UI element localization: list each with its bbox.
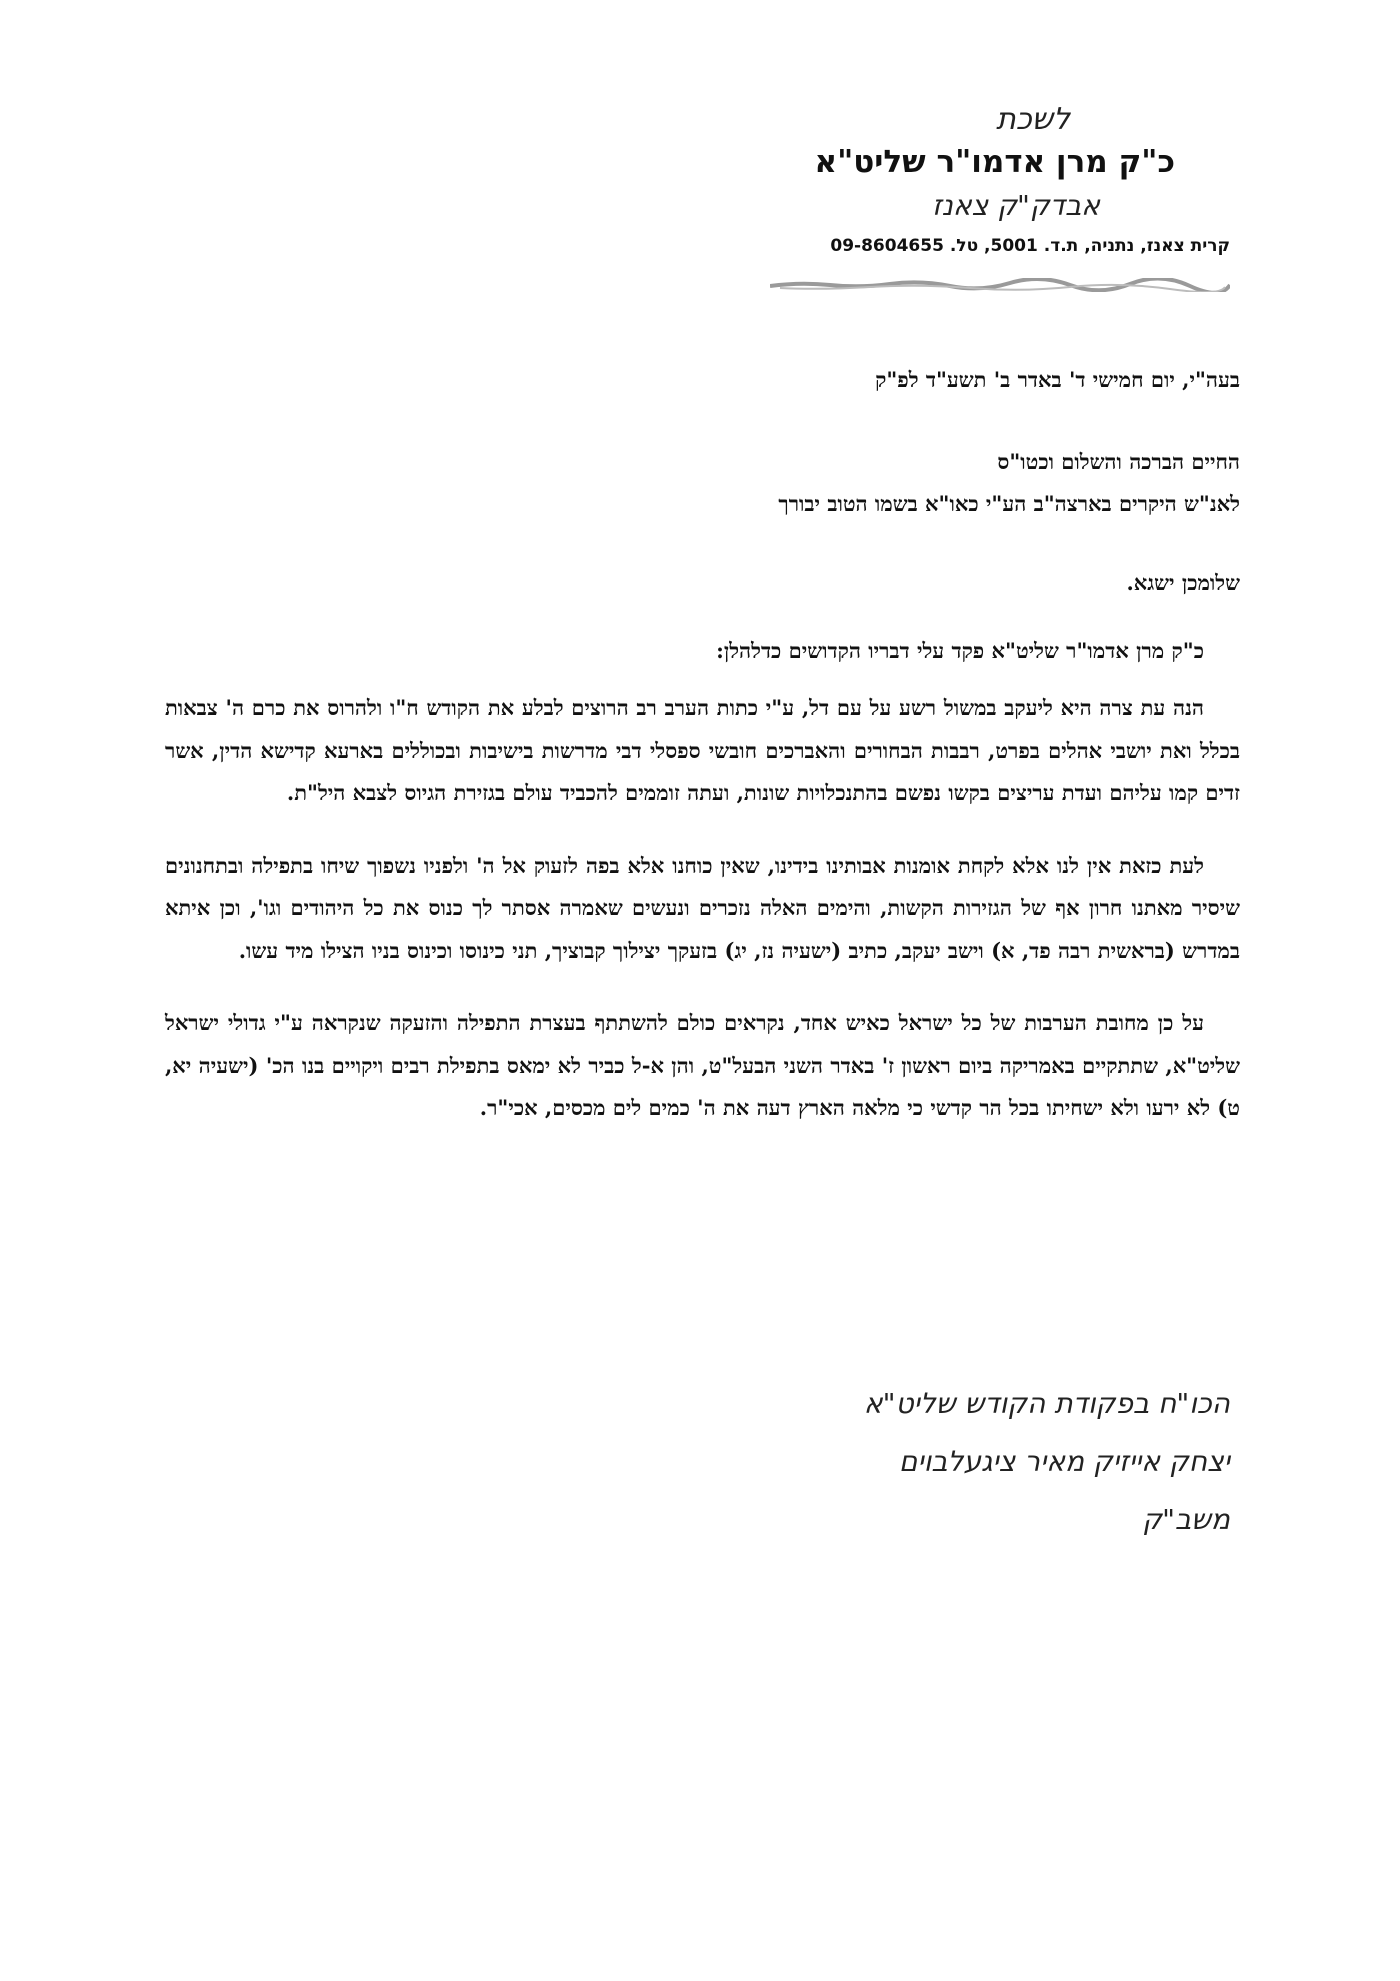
letterhead [710,100,1230,264]
letterhead-office: לשכת [996,102,1070,137]
signature-role: משב"ק [1142,1503,1230,1536]
signature-name: יצחק אייזיק מאיר ציגעלבוים [898,1445,1230,1478]
letter-body [165,355,1240,1130]
letterhead-title: כ"ק מרן אדמו"ר שליט"א [814,144,1175,180]
addressee [165,441,1240,525]
intro-line: כ"ק מרן אדמו"ר שליט"א פקד עלי דבריו הקדושים כדלהלן: [716,638,1204,663]
addressee-line-2: לאנ"ש היקרים בארצה"ב הע"י כאו"א בשמו הטוב יבורך [778,491,1240,516]
signature-line-1: הכו"ח בפקודת הקודש שליט"א [863,1387,1230,1420]
greeting: שלומכן ישגא. [1126,570,1240,595]
letter-date: בעה"י, יום חמישי ד' באדר ב' תשע"ד לפ"ק [875,367,1240,392]
body-paragraph-2: לעת כזאת אין לנו אלא לקחת אומנות אבותינו בידינו, שאין כוחנו אלא בפה לזעוק אל ה' ולפניו נשפוך שיחו בתפילה ובתחנונים שיסיר מאתנו חרון אף של הגזירות הקשות, והימים האלה נזכרים ונעשים שאמרה אסתר לך כנוס את כל היהודים וגו', וכן איתא במדרש (בראשית רבה פד, א) וישב יעקב, כתיב (ישעיה נז, יג) בזעקך יצילוך קבוציך, תני כינוסו וכינוס בניו הצילו מיד עשו. [165,852,1240,963]
letterhead-address: קרית צאנז, נתניה, ת.ד. 5001, טל. 09-8604655 [830,236,1230,256]
body-paragraph-1: הנה עת צרה היא ליעקב במשול רשע על עם דל, ע"י כתות הערב רב הרוצים לבלע את הקודש ח"ו ולהרוס את כרם ה' צבאות בכלל ואת יושבי אהלים בפרט, רבבות הבחורים והאברכים חובשי ספסלי דבי מדרשות בישיבות ובכוללים בארעא קדישא הדין, אשר זדים קמו עליהם ועדת עריצים בקשו נפשם בהתנכלויות שונות, ועתה זוממים להכביד עולם בגזירת הגיוס לצבא היל"ת. [165,695,1240,805]
addressee-line-1: החיים הברכה והשלום וכטו"ס [997,449,1240,474]
signature-block [630,1375,1230,1549]
letterhead-divider [770,278,1230,292]
letterhead-subtitle: אבדק"ק צאנז [932,189,1100,222]
body-paragraph-3: על כן מחובת הערבות של כל ישראל כאיש אחד, נקראים כולם להשתתף בעצרת התפילה והזעקה שנקראה ע"י גדולי ישראל שליט"א, שתתקיים באמריקה ביום ראשון ז' באדר השני הבעל"ט, והן א-ל כביר לא ימאס בתפילת רבים ויקויים בנו הכ' (ישעיה יא, ט) לא ירעו ולא ישחיתו בכל הר קדשי כי מלאה הארץ דעה את ה' כמים לים מכסים, אכי"ר. [165,1010,1240,1120]
